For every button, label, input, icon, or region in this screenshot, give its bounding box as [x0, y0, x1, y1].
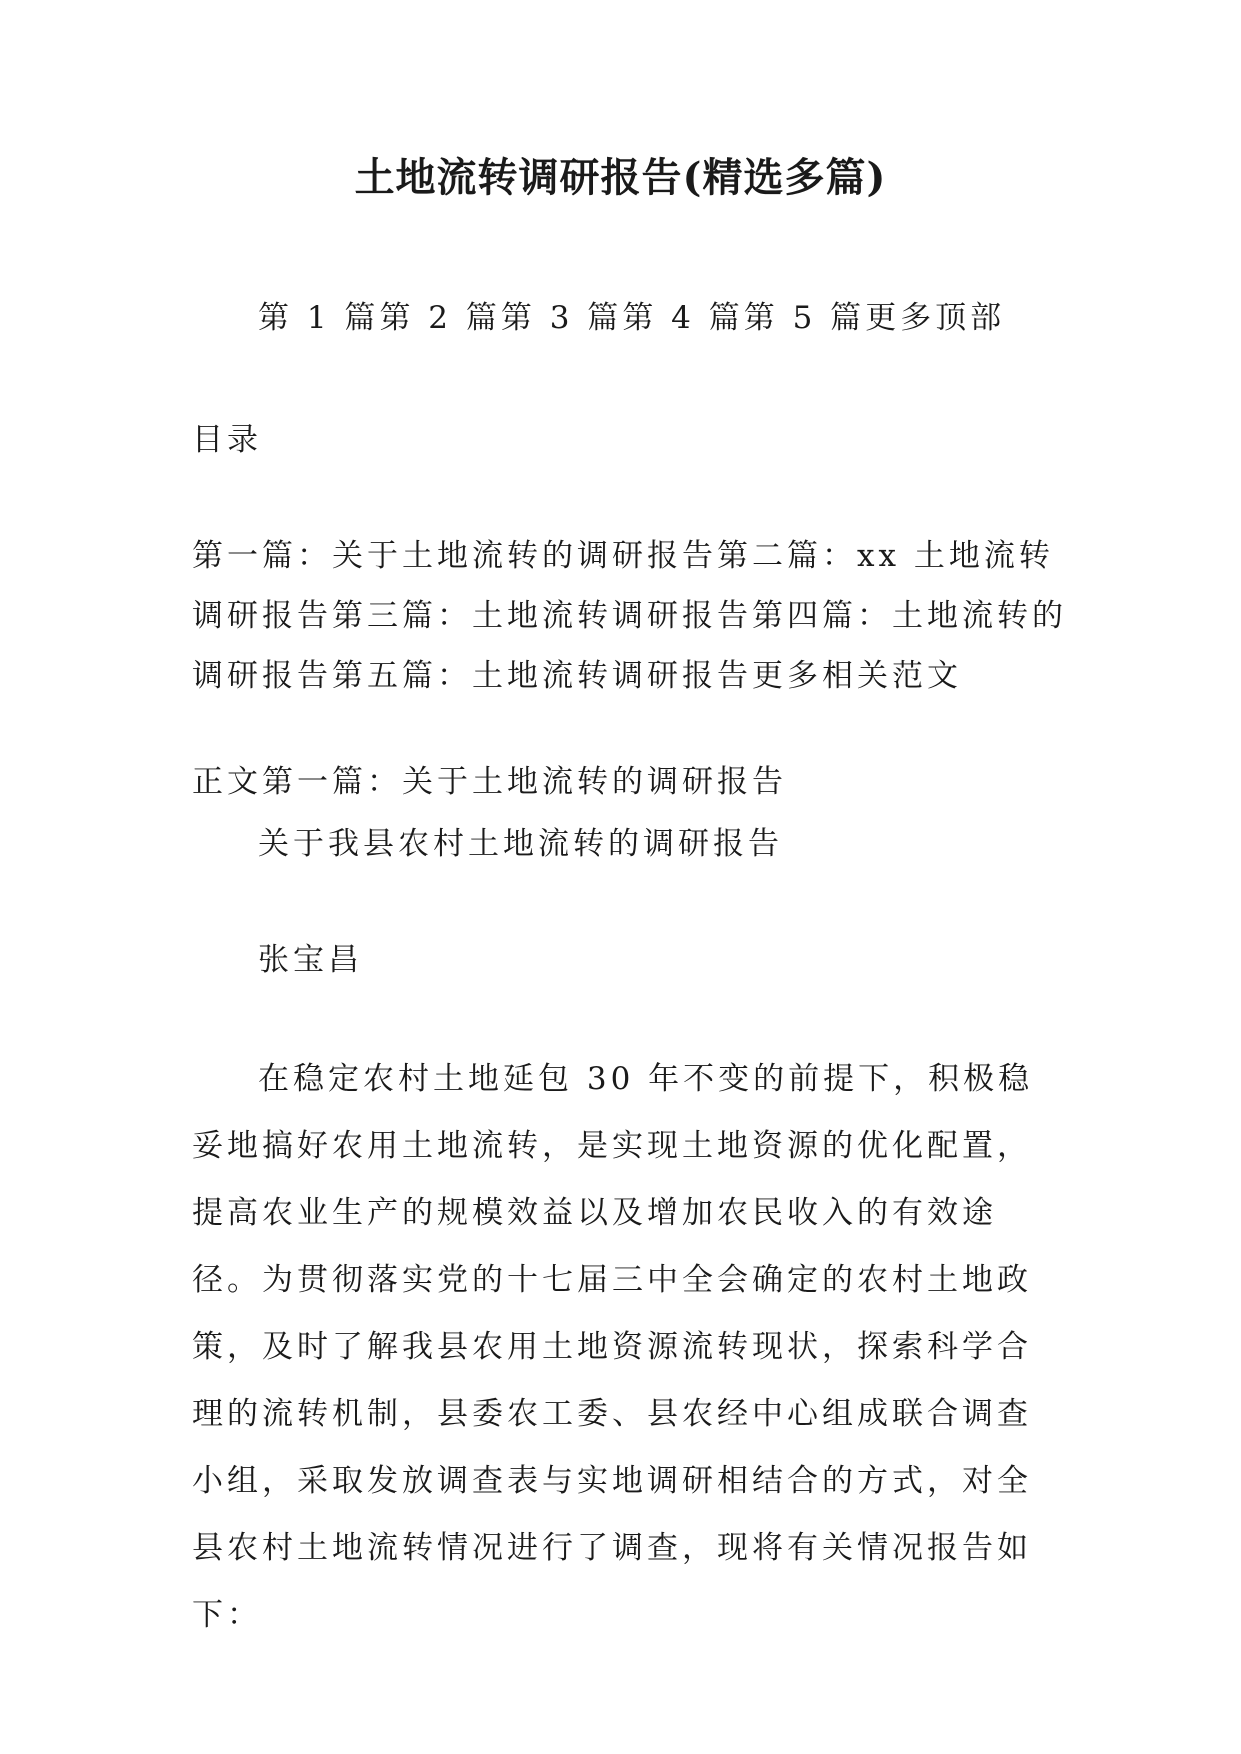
nav-link-more[interactable]: 更多 — [865, 300, 936, 336]
document-title: 土地流转调研报告(精选多篇) — [354, 154, 887, 201]
nav-link-top[interactable]: 顶部 — [935, 300, 1006, 336]
nav-link-part-1[interactable]: 第 1 篇 — [258, 300, 380, 336]
nav-link-part-3[interactable]: 第 3 篇 — [500, 300, 623, 336]
toc-heading: 目录 — [192, 422, 262, 458]
nav-link-part-5[interactable]: 第 5 篇 — [743, 300, 866, 336]
body-paragraph: 在稳定农村土地延包 30 年不变的前提下，积极稳妥地搞好农用土地流转，是实现土地资源的优化配置，提高农业生产的规模效益以及增加农民收入的有效途径。为贯彻落实党的十七届三中全会确定的农村土地政策，及时了解我县农用土地资源流转现状，探索科学合理的流转机制，县委农工委、县农经中心组成联合调查小组，采取发放调查表与实地调研相结合的方式，对全县农村土地流转情况进行了调查，现将有关情况报告如下： — [192, 1061, 1034, 1633]
article-title: 关于我县农村土地流转的调研报告 — [258, 826, 783, 862]
author-name: 张宝昌 — [258, 942, 363, 978]
body-heading: 正文第一篇：关于土地流转的调研报告 — [192, 764, 787, 800]
nav-link-part-4[interactable]: 第 4 篇 — [622, 300, 744, 336]
nav-link-part-2[interactable]: 第 2 篇 — [379, 300, 501, 336]
section-nav — [258, 288, 1128, 348]
toc-list: 第一篇：关于土地流转的调研报告第二篇：xx 土地流转调研报告第三篇：土地流转调研报告第四篇：土地流转的调研报告第五篇：土地流转调研报告更多相关范文 — [192, 538, 1067, 694]
